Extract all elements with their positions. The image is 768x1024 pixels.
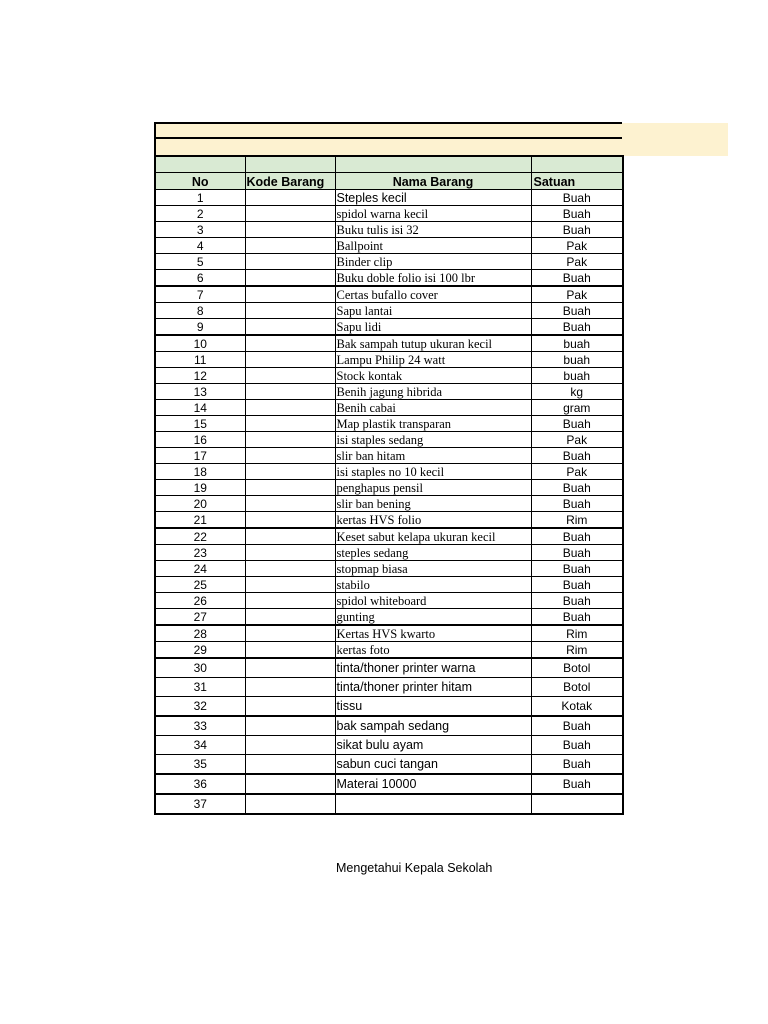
row-number[interactable]: 2 (155, 206, 245, 222)
nama-barang-cell[interactable]: spidol whiteboard (335, 593, 531, 609)
row-number[interactable]: 17 (155, 448, 245, 464)
kode-barang-cell[interactable] (245, 206, 335, 222)
satuan-cell[interactable]: Buah (531, 222, 623, 238)
satuan-cell[interactable]: Buah (531, 561, 623, 577)
nama-barang-cell[interactable]: isi staples no 10 kecil (335, 464, 531, 480)
nama-barang-cell[interactable]: Certas bufallo cover (335, 286, 531, 303)
row-number[interactable]: 23 (155, 545, 245, 561)
table-row[interactable] (155, 609, 623, 626)
signature-label: Mengetahui Kepala Sekolah (336, 861, 493, 875)
table-body (155, 190, 623, 815)
kode-barang-cell[interactable] (245, 384, 335, 400)
row-number[interactable]: 29 (155, 642, 245, 659)
nama-barang-cell[interactable] (335, 794, 531, 814)
table-row[interactable] (155, 222, 623, 238)
row-number[interactable]: 20 (155, 496, 245, 512)
table-row[interactable] (155, 697, 623, 717)
nama-barang-cell[interactable]: isi staples sedang (335, 432, 531, 448)
table-row[interactable] (155, 561, 623, 577)
row-number[interactable]: 34 (155, 736, 245, 755)
satuan-cell[interactable]: Pak (531, 432, 623, 448)
table-row[interactable] (155, 755, 623, 775)
table-row[interactable] (155, 512, 623, 529)
row-number[interactable]: 26 (155, 593, 245, 609)
row-number[interactable]: 31 (155, 678, 245, 697)
kode-barang-cell[interactable] (245, 416, 335, 432)
row-number[interactable]: 7 (155, 286, 245, 303)
row-number[interactable]: 19 (155, 480, 245, 496)
row-number[interactable]: 36 (155, 774, 245, 794)
table-row[interactable] (155, 593, 623, 609)
column-header-kode-barang: Kode Barang (245, 173, 335, 190)
nama-barang-cell[interactable]: Ballpoint (335, 238, 531, 254)
nama-barang-cell[interactable]: slir ban hitam (335, 448, 531, 464)
kode-barang-cell[interactable] (245, 368, 335, 384)
kode-barang-cell[interactable] (245, 774, 335, 794)
row-number[interactable]: 25 (155, 577, 245, 593)
satuan-cell[interactable]: Pak (531, 254, 623, 270)
row-number[interactable]: 9 (155, 319, 245, 336)
nama-barang-cell[interactable]: slir ban bening (335, 496, 531, 512)
kode-barang-cell[interactable] (245, 448, 335, 464)
kode-barang-cell[interactable] (245, 480, 335, 496)
satuan-cell[interactable]: Buah (531, 736, 623, 755)
kode-barang-cell[interactable] (245, 545, 335, 561)
satuan-cell[interactable]: kg (531, 384, 623, 400)
blank-header-cell (531, 156, 623, 173)
nama-barang-cell[interactable]: Benih cabai (335, 400, 531, 416)
satuan-cell[interactable]: Buah (531, 528, 623, 545)
nama-barang-cell[interactable]: gunting (335, 609, 531, 626)
nama-barang-cell[interactable]: sabun cuci tangan (335, 755, 531, 775)
satuan-cell[interactable]: Pak (531, 286, 623, 303)
kode-barang-cell[interactable] (245, 432, 335, 448)
blank-header-row (155, 156, 623, 173)
row-number[interactable]: 16 (155, 432, 245, 448)
satuan-cell[interactable]: Pak (531, 238, 623, 254)
nama-barang-cell[interactable]: Binder clip (335, 254, 531, 270)
table-row[interactable] (155, 368, 623, 384)
table-row[interactable] (155, 400, 623, 416)
row-number[interactable]: 8 (155, 303, 245, 319)
nama-barang-cell[interactable]: Keset sabut kelapa ukuran kecil (335, 528, 531, 545)
row-number[interactable]: 37 (155, 794, 245, 814)
nama-barang-cell[interactable]: stopmap biasa (335, 561, 531, 577)
column-header-satuan: Satuan (531, 173, 623, 190)
satuan-cell[interactable]: Buah (531, 448, 623, 464)
nama-barang-cell[interactable]: Stock kontak (335, 368, 531, 384)
satuan-cell[interactable]: Botol (531, 658, 623, 678)
row-number[interactable]: 6 (155, 270, 245, 287)
table-row[interactable] (155, 190, 623, 206)
nama-barang-cell[interactable]: sikat bulu ayam (335, 736, 531, 755)
kode-barang-cell[interactable] (245, 625, 335, 642)
table-row[interactable] (155, 642, 623, 659)
nama-barang-cell[interactable]: Materai 10000 (335, 774, 531, 794)
nama-barang-cell[interactable]: Sapu lantai (335, 303, 531, 319)
satuan-cell[interactable]: Buah (531, 319, 623, 336)
row-number[interactable]: 14 (155, 400, 245, 416)
satuan-cell[interactable]: gram (531, 400, 623, 416)
kode-barang-cell[interactable] (245, 512, 335, 529)
satuan-cell[interactable]: Buah (531, 716, 623, 736)
table-row[interactable] (155, 384, 623, 400)
table-row[interactable] (155, 577, 623, 593)
satuan-cell[interactable]: Buah (531, 190, 623, 206)
row-number[interactable]: 4 (155, 238, 245, 254)
column-header-no: No (155, 173, 245, 190)
table-row[interactable] (155, 432, 623, 448)
table-row[interactable] (155, 448, 623, 464)
kode-barang-cell[interactable] (245, 286, 335, 303)
table-row[interactable] (155, 658, 623, 678)
kode-barang-cell[interactable] (245, 716, 335, 736)
nama-barang-cell[interactable]: tissu (335, 697, 531, 717)
row-number[interactable]: 15 (155, 416, 245, 432)
kode-barang-cell[interactable] (245, 577, 335, 593)
nama-barang-cell[interactable]: Sapu lidi (335, 319, 531, 336)
nama-barang-cell[interactable]: bak sampah sedang (335, 716, 531, 736)
satuan-cell[interactable]: Pak (531, 464, 623, 480)
satuan-cell[interactable]: Rim (531, 512, 623, 529)
satuan-cell[interactable]: Buah (531, 774, 623, 794)
table-row[interactable] (155, 480, 623, 496)
row-number[interactable]: 24 (155, 561, 245, 577)
blank-header-cell (155, 156, 245, 173)
row-number[interactable]: 27 (155, 609, 245, 626)
nama-barang-cell[interactable]: Lampu Philip 24 watt (335, 352, 531, 368)
table-row[interactable] (155, 206, 623, 222)
nama-barang-cell[interactable]: penghapus pensil (335, 480, 531, 496)
table-row[interactable] (155, 319, 623, 336)
title-block (154, 122, 622, 155)
nama-barang-cell[interactable]: kertas foto (335, 642, 531, 659)
satuan-cell[interactable]: Buah (531, 545, 623, 561)
kode-barang-cell[interactable] (245, 222, 335, 238)
kode-barang-cell[interactable] (245, 464, 335, 480)
kode-barang-cell[interactable] (245, 678, 335, 697)
nama-barang-cell[interactable]: stabilo (335, 577, 531, 593)
row-number[interactable]: 30 (155, 658, 245, 678)
table-row[interactable] (155, 335, 623, 352)
title-top-border (156, 122, 622, 124)
kode-barang-cell[interactable] (245, 794, 335, 814)
kode-barang-cell[interactable] (245, 561, 335, 577)
satuan-cell[interactable]: Buah (531, 416, 623, 432)
kode-barang-cell[interactable] (245, 736, 335, 755)
kode-barang-cell[interactable] (245, 190, 335, 206)
title-divider (156, 137, 622, 139)
kode-barang-cell[interactable] (245, 755, 335, 775)
row-number[interactable]: 12 (155, 368, 245, 384)
kode-barang-cell[interactable] (245, 400, 335, 416)
nama-barang-cell[interactable]: Bak sampah tutup ukuran kecil (335, 335, 531, 352)
row-number[interactable]: 21 (155, 512, 245, 529)
row-number[interactable]: 18 (155, 464, 245, 480)
kode-barang-cell[interactable] (245, 697, 335, 717)
table-row[interactable] (155, 238, 623, 254)
blank-header-cell (245, 156, 335, 173)
table-row[interactable] (155, 416, 623, 432)
satuan-cell[interactable]: Rim (531, 625, 623, 642)
table-row[interactable] (155, 716, 623, 736)
table-row[interactable] (155, 736, 623, 755)
satuan-cell[interactable]: Rim (531, 642, 623, 659)
satuan-cell[interactable]: Buah (531, 496, 623, 512)
satuan-cell[interactable]: Buah (531, 303, 623, 319)
nama-barang-cell[interactable]: Kertas HVS kwarto (335, 625, 531, 642)
satuan-cell[interactable]: Buah (531, 270, 623, 287)
satuan-cell[interactable]: Buah (531, 755, 623, 775)
row-number[interactable]: 32 (155, 697, 245, 717)
satuan-cell[interactable]: Buah (531, 577, 623, 593)
kode-barang-cell[interactable] (245, 352, 335, 368)
row-number[interactable]: 22 (155, 528, 245, 545)
row-number[interactable]: 3 (155, 222, 245, 238)
nama-barang-cell[interactable]: tinta/thoner printer warna (335, 658, 531, 678)
satuan-cell[interactable]: buah (531, 335, 623, 352)
table-row[interactable] (155, 286, 623, 303)
table-row[interactable] (155, 625, 623, 642)
satuan-cell[interactable]: Buah (531, 609, 623, 626)
table-row[interactable] (155, 545, 623, 561)
table-row[interactable] (155, 678, 623, 697)
satuan-cell[interactable] (531, 794, 623, 814)
nama-barang-cell[interactable]: spidol warna kecil (335, 206, 531, 222)
column-header-row (155, 173, 623, 190)
inventory-table (154, 155, 624, 815)
table-row[interactable] (155, 774, 623, 794)
row-number[interactable]: 35 (155, 755, 245, 775)
kode-barang-cell[interactable] (245, 528, 335, 545)
row-number[interactable]: 33 (155, 716, 245, 736)
kode-barang-cell[interactable] (245, 319, 335, 336)
kode-barang-cell[interactable] (245, 593, 335, 609)
column-header-nama-barang: Nama Barang (335, 173, 531, 190)
blank-header-cell (335, 156, 531, 173)
table-row[interactable] (155, 794, 623, 814)
satuan-cell[interactable]: buah (531, 352, 623, 368)
nama-barang-cell[interactable]: Steples kecil (335, 190, 531, 206)
nama-barang-cell[interactable]: kertas HVS folio (335, 512, 531, 529)
row-number[interactable]: 11 (155, 352, 245, 368)
kode-barang-cell[interactable] (245, 642, 335, 659)
table-row[interactable] (155, 303, 623, 319)
kode-barang-cell[interactable] (245, 496, 335, 512)
satuan-cell[interactable]: buah (531, 368, 623, 384)
title-band-overflow (622, 123, 728, 156)
row-number[interactable]: 10 (155, 335, 245, 352)
inventory-sheet (154, 122, 622, 815)
satuan-cell[interactable]: Botol (531, 678, 623, 697)
row-number[interactable]: 1 (155, 190, 245, 206)
kode-barang-cell[interactable] (245, 270, 335, 287)
row-number[interactable]: 13 (155, 384, 245, 400)
table-row[interactable] (155, 496, 623, 512)
satuan-cell[interactable]: Buah (531, 593, 623, 609)
kode-barang-cell[interactable] (245, 254, 335, 270)
table-row[interactable] (155, 254, 623, 270)
satuan-cell[interactable]: Kotak (531, 697, 623, 717)
nama-barang-cell[interactable]: Map plastik transparan (335, 416, 531, 432)
kode-barang-cell[interactable] (245, 609, 335, 626)
kode-barang-cell[interactable] (245, 238, 335, 254)
table-row[interactable] (155, 464, 623, 480)
table-row[interactable] (155, 270, 623, 287)
kode-barang-cell[interactable] (245, 658, 335, 678)
nama-barang-cell[interactable]: Benih jagung hibrida (335, 384, 531, 400)
table-row[interactable] (155, 528, 623, 545)
nama-barang-cell[interactable]: steples sedang (335, 545, 531, 561)
nama-barang-cell[interactable]: Buku tulis isi 32 (335, 222, 531, 238)
row-number[interactable]: 28 (155, 625, 245, 642)
satuan-cell[interactable]: Buah (531, 480, 623, 496)
kode-barang-cell[interactable] (245, 335, 335, 352)
satuan-cell[interactable]: Buah (531, 206, 623, 222)
table-row[interactable] (155, 352, 623, 368)
kode-barang-cell[interactable] (245, 303, 335, 319)
nama-barang-cell[interactable]: tinta/thoner printer hitam (335, 678, 531, 697)
nama-barang-cell[interactable]: Buku doble folio isi 100 lbr (335, 270, 531, 287)
row-number[interactable]: 5 (155, 254, 245, 270)
